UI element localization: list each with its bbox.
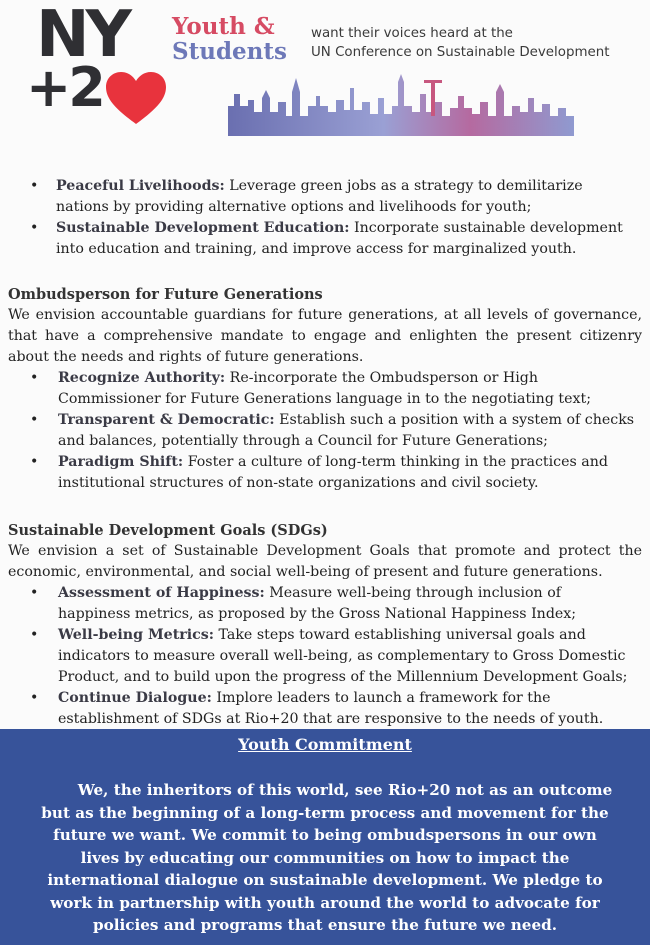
bullet-icon: •	[30, 220, 39, 236]
bullet-text: Measure well-being through inclusion of	[264, 585, 561, 601]
tagline-line-1: want their voices heard at the	[311, 26, 513, 41]
sdgs-heading: Sustainable Development Goals (SDGs)	[8, 522, 328, 539]
header	[0, 0, 650, 150]
list-item	[8, 583, 642, 625]
bullet-term: Continue Dialogue:	[58, 690, 212, 706]
tagline-line-2: UN Conference on Sustainable Development	[311, 45, 610, 60]
list-item	[8, 176, 642, 218]
bullet-text-cont: institutional structures of non-state organizations and civil society.	[58, 475, 539, 491]
bullet-text: Foster a culture of long-term thinking in the practices and	[183, 454, 608, 470]
bullet-term: Sustainable Development Education:	[56, 220, 350, 236]
sdgs-bullet-list	[8, 583, 642, 730]
bullet-text: Re-incorporate the Ombudsperson or High	[225, 370, 539, 386]
list-item	[8, 368, 642, 410]
bullet-text-cont: establishment of SDGs at Rio+20 that are responsive to the needs of youth.	[58, 711, 604, 727]
youth-students-title	[172, 14, 287, 64]
bullet-text-cont: Product, and to build upon the progress of the Millennium Development Goals;	[58, 669, 628, 685]
commitment-line: work in partnership with youth around the world to advocate for	[50, 893, 600, 912]
commitment-line: international dialogue on sustainable development. We pledge to	[47, 871, 603, 889]
bullet-text-cont: Commissioner for Future Generations language in to the negotiating text;	[58, 391, 591, 407]
main-content	[8, 170, 642, 730]
bullet-icon: •	[30, 370, 39, 386]
bullet-text: Establish such a position with a system of checks	[274, 412, 635, 428]
ombudsperson-paragraph: We envision accountable guardians for future generations, at all levels of governance, that have a comprehensive mandate to engage and enlighten the present citizenry about the needs and rights of future generations.	[8, 307, 642, 365]
commitment-line: We, the inheritors of this world, see Rio+20 not as an outcome	[77, 781, 613, 799]
bullet-text: Take steps toward establishing universal goals and	[214, 627, 586, 643]
bullet-text-cont: nations by providing alternative options and livelihoods for youth;	[56, 199, 532, 215]
bullet-text-cont: into education and training, and improve access for marginalized youth.	[56, 241, 577, 257]
bullet-text: Leverage green jobs as a strategy to demilitarize	[224, 178, 583, 194]
bullet-icon: •	[30, 690, 39, 706]
bullet-term: Well-being Metrics:	[58, 627, 214, 643]
ombudsperson-heading: Ombudsperson for Future Generations	[8, 286, 323, 303]
bullet-text: Implore leaders to launch a framework for the	[211, 690, 551, 706]
bullet-icon: •	[30, 412, 39, 428]
list-item	[8, 688, 642, 730]
sdgs-paragraph: We envision a set of Sustainable Development Goals that promote and protect the economic, environmental, and social well-being of present and future generations.	[8, 543, 642, 580]
bullet-icon: •	[30, 454, 39, 470]
bullet-term: Transparent & Democratic:	[58, 412, 275, 428]
commitment-line: lives by educating our communities on how to impact the	[80, 848, 570, 867]
bullet-icon: •	[30, 585, 39, 601]
bullet-text-cont: and balances, potentially through a Council for Future Generations;	[58, 433, 548, 449]
commitment-line: but as the beginning of a long-term process and movement for the	[41, 803, 609, 822]
list-item	[8, 625, 642, 688]
bullet-term: Paradigm Shift:	[58, 454, 184, 470]
youth-commitment-heading: Youth Commitment	[238, 735, 412, 754]
ombudsperson-bullet-list	[8, 368, 642, 494]
youth-commitment-text	[18, 779, 632, 937]
bullet-icon: •	[30, 627, 39, 643]
intro-bullet-list	[8, 176, 642, 260]
ny-plus-20-logo	[22, 0, 152, 129]
logo-plus-2-text: +2	[26, 56, 103, 119]
commitment-line: policies and programs that ensure the future we need.	[92, 916, 558, 934]
bullet-text: Incorporate sustainable development	[349, 220, 623, 236]
list-item	[8, 410, 642, 452]
tagline	[311, 24, 609, 62]
commitment-line: future we want. We commit to being ombudspersons in our own	[53, 826, 597, 844]
bullet-text-cont: happiness metrics, as proposed by the Gross National Happiness Index;	[58, 606, 577, 622]
bullet-icon: •	[30, 178, 39, 194]
city-skyline-illustration	[228, 72, 574, 136]
bullet-term: Peaceful Livelihoods:	[56, 178, 225, 194]
title-students: Students	[172, 38, 287, 65]
title-youth: Youth &	[172, 13, 275, 40]
bullet-text-cont: indicators to measure overall well-being, as complementary to Gross Domestic	[58, 648, 626, 664]
heart-icon	[104, 70, 168, 126]
bullet-term: Recognize Authority:	[58, 370, 226, 386]
bullet-term: Assessment of Happiness:	[58, 585, 265, 601]
list-item	[8, 452, 642, 494]
youth-commitment-banner	[0, 729, 650, 945]
logo-ny-text: NY	[36, 0, 128, 72]
list-item	[8, 218, 642, 260]
